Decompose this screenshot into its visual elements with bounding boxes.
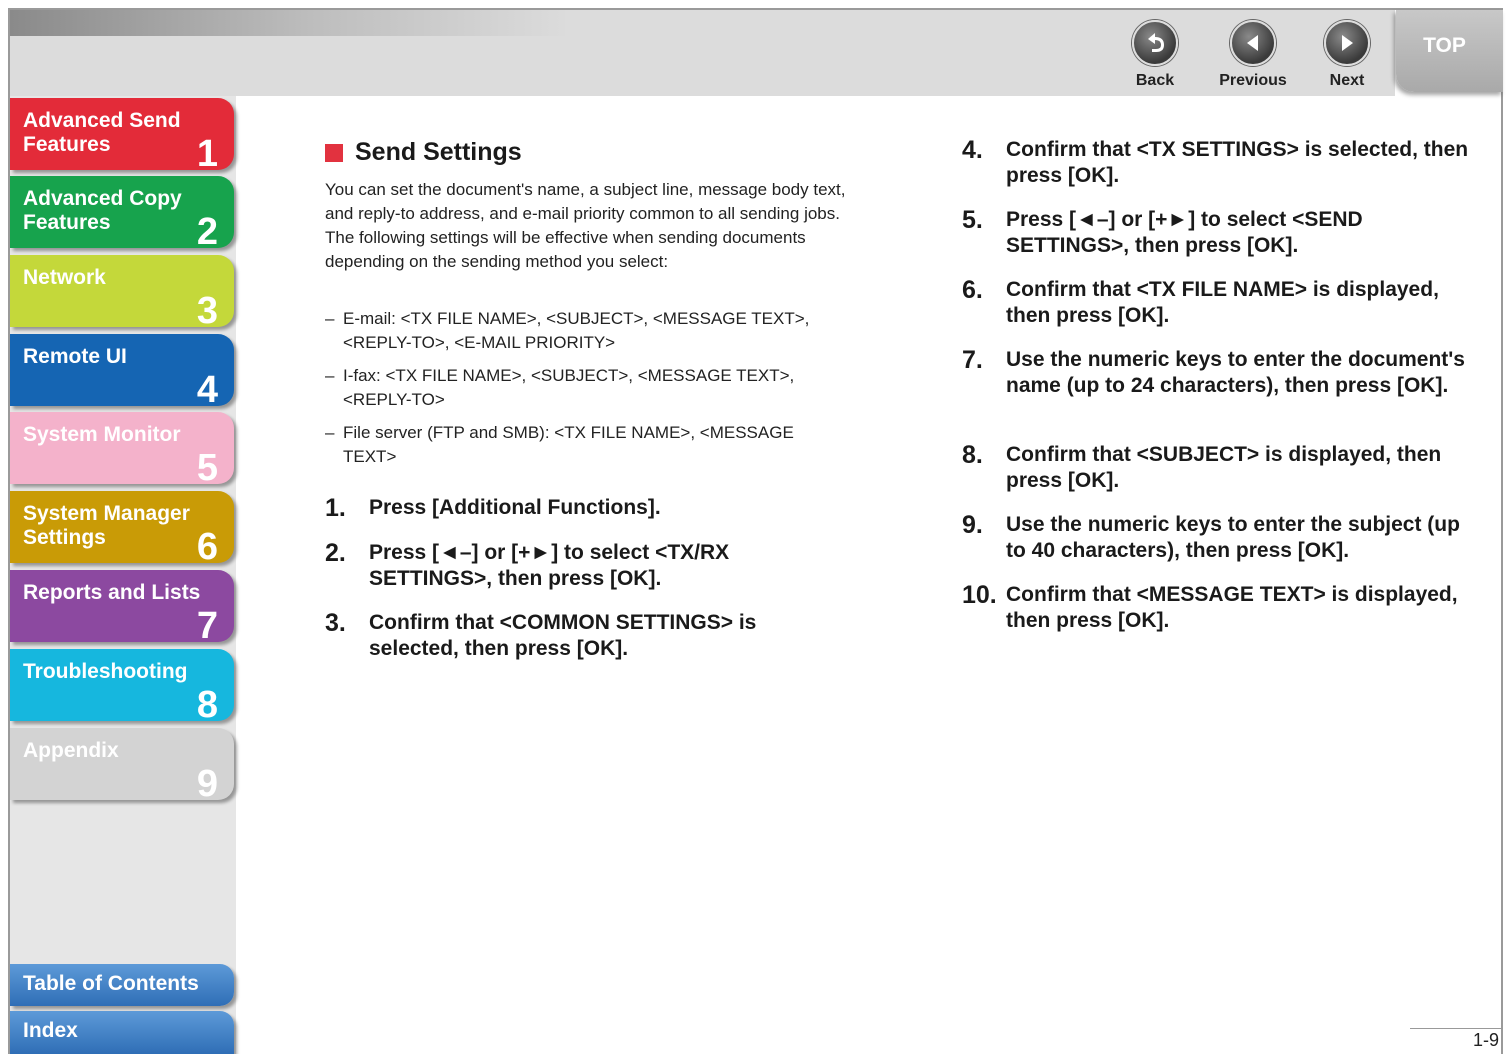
step-4 [962,137,1482,189]
table-of-contents-link[interactable] [10,964,234,1006]
top-button[interactable] [1396,10,1503,92]
step-number: 9. [962,511,983,539]
red-square-icon [325,144,343,162]
top-label: TOP [1423,34,1466,57]
next-label: Next [1329,72,1365,89]
chapter-label: Advanced Send Features [23,109,181,156]
step-number: 4. [962,136,983,164]
chapter-label: System Monitor [23,423,181,446]
toc-label: Table of Contents [23,972,199,995]
page-number-rule [1410,1028,1503,1029]
step-text: Confirm that <COMMON SETTINGS> is selected, then press [OK]. [369,611,757,660]
chapter-number: 3 [196,290,218,332]
section-title [325,138,522,167]
step-text: Use the numeric keys to enter the document's name (up to 24 characters), then press [OK]. [1006,348,1465,397]
step-7 [962,347,1482,399]
step-number: 3. [325,609,346,637]
chapter-label: Reports and Lists [23,581,201,604]
step-number: 7. [962,346,983,374]
bullet-list [325,307,850,469]
step-text: Use the numeric keys to enter the subject (up to 40 characters), then press [OK]. [1006,513,1460,562]
list-item [325,421,850,469]
step-5 [962,207,1482,259]
step-10 [962,582,1482,634]
chapter-number: 2 [196,211,218,253]
step-text: Confirm that <SUBJECT> is displayed, then press [OK]. [1006,443,1442,492]
back-arrow-icon [1132,20,1178,66]
chapter-tab-2[interactable] [10,176,234,253]
dash-icon: – [325,423,335,442]
step-number: 2. [325,539,346,567]
chapter-label: Advanced Copy Features [23,187,182,234]
step-number: 1. [325,494,346,522]
bullet-text: E-mail: <TX FILE NAME>, <SUBJECT>, <MESSAGE TEXT>, <REPLY-TO>, <E-MAIL PRIORITY> [343,309,810,352]
list-item [325,364,850,412]
step-1 [325,495,785,521]
step-text: Press [◄–] or [+►] to select <TX/RX SETTINGS>, then press [OK]. [369,541,730,590]
next-button[interactable] [1307,20,1387,90]
previous-label: Previous [1219,72,1287,89]
step-text: Confirm that <TX FILE NAME> is displayed, then press [OK]. [1006,278,1439,327]
step-text: Press [◄–] or [+►] to select <SEND SETTINGS>, then press [OK]. [1006,208,1363,257]
step-text: Confirm that <MESSAGE TEXT> is displayed, then press [OK]. [1006,583,1458,632]
section-title-text: Send Settings [355,138,522,166]
step-3 [325,610,785,662]
chapter-tab-8[interactable] [10,649,234,726]
chapter-tab-1[interactable] [10,98,234,175]
bullet-text: File server (FTP and SMB): <TX FILE NAME>, <MESSAGE TEXT> [343,423,794,466]
left-triangle-icon [1230,20,1276,66]
chapter-label: Troubleshooting [23,660,188,683]
chapter-label: Remote UI [23,345,127,368]
chapter-tab-6[interactable] [10,491,234,568]
step-number: 6. [962,276,983,304]
previous-button[interactable] [1213,20,1293,90]
step-number: 5. [962,206,983,234]
chapter-number: 4 [196,369,218,411]
list-item [325,307,850,355]
chapter-tab-9[interactable] [10,728,234,805]
chapter-number: 1 [196,133,218,175]
step-number: 10. [962,581,997,609]
chapter-label: Network [23,266,106,289]
chapter-number: 6 [196,526,218,568]
right-triangle-icon [1324,20,1370,66]
step-6 [962,277,1482,329]
step-8 [962,442,1482,494]
intro-paragraph: You can set the document's name, a subject line, message body text, and reply-to address, and e-mail priority common to all sending jobs. The following settings will be effective when sending documents depending on the sending method you select: [325,180,846,271]
step-number: 8. [962,441,983,469]
chapter-number: 9 [196,763,218,805]
chapter-number: 7 [196,605,218,647]
step-text: Confirm that <TX SETTINGS> is selected, then press [OK]. [1006,138,1469,187]
index-label: Index [23,1019,78,1042]
chapter-tab-4[interactable] [10,334,234,411]
chapter-tab-7[interactable] [10,570,234,647]
chapter-tab-5[interactable] [10,412,234,489]
step-9 [962,512,1482,564]
back-button[interactable] [1115,20,1195,90]
page-number: 1-9 [1472,1030,1499,1050]
chapter-number: 8 [196,684,218,726]
bullet-text: I-fax: <TX FILE NAME>, <SUBJECT>, <MESSAGE TEXT>, <REPLY-TO> [343,366,795,409]
index-link[interactable] [10,1011,234,1054]
dash-icon: – [325,366,335,385]
chapter-label: System Manager Settings [23,502,190,549]
chapter-label: Appendix [23,739,119,762]
dash-icon: – [325,309,335,328]
step-text: Press [Additional Functions]. [369,496,661,519]
chapter-tab-3[interactable] [10,255,234,332]
chapter-number: 5 [196,447,218,489]
step-2 [325,540,785,592]
back-label: Back [1135,72,1175,89]
